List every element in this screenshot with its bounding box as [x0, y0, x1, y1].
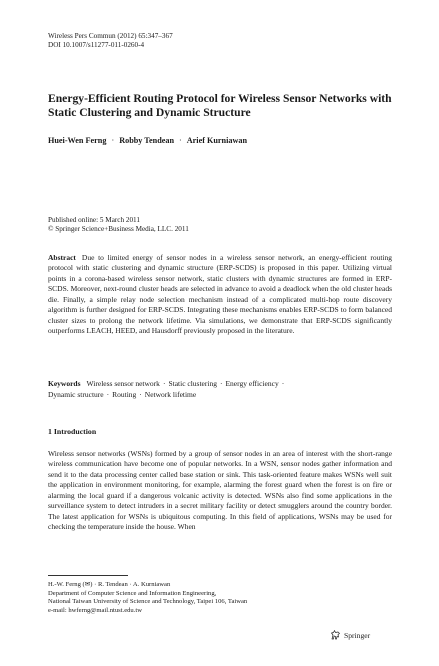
keywords-label: Keywords	[48, 379, 81, 388]
author-separator: ·	[111, 136, 115, 145]
footnote-department: Department of Computer Science and Information Engineering,	[48, 589, 217, 597]
keyword: Wireless sensor network	[86, 379, 160, 388]
keyword: Static clustering	[168, 379, 217, 388]
journal-doi: DOI 10.1007/s11277-011-0260-4	[48, 41, 145, 49]
keyword: Dynamic structure	[48, 389, 104, 399]
keyword-separator: ·	[162, 379, 166, 388]
footnote-university: National Taiwan University of Science and Technology, Taipei 106, Taiwan	[48, 598, 248, 606]
keyword: Network lifetime	[144, 389, 197, 399]
author-name: Arief Kurniawan	[186, 136, 248, 145]
introduction-text: Wireless sensor networks (WSNs) formed by a group of sensor nodes in an area of interest with the short-range wireless communication have become one of popular networks. In a WSN, sensor nodes gather information and send it to the data processing center called base station or sink. This task-oriented feature makes WSNs well suit the application in environment monitoring, for example, alarming the forest guard when the forest is on fire or alarming the local guard if a dangerous volcanic activity is detected. WSNs also find some applications in the surveillance system to detect intruders in a secret military facility or detect smugglers around the country border. The latest application for WSNs is ubiquitous computing. In this field of applications, WSNs may be used for checking the temperature inside the house. When	[48, 449, 392, 532]
publisher-name: Springer	[344, 630, 371, 640]
journal-header	[48, 32, 173, 50]
author-name: Robby Tendean	[119, 136, 175, 145]
author-affiliation-footnote	[48, 581, 247, 615]
abstract	[48, 253, 392, 337]
copyright-notice: © Springer Science+Business Media, LLC. 2011	[48, 225, 189, 233]
section-heading: 1 Introduction	[48, 427, 97, 436]
springer-horse-icon	[330, 630, 341, 640]
published-date: Published online: 5 March 2011	[48, 216, 140, 224]
footnote-email: e-mail: hwferng@mail.ntust.edu.tw	[48, 606, 142, 614]
keyword-separator: ·	[281, 379, 285, 388]
paper-title: Energy-Efficient Routing Protocol for Wireless Sensor Networks with Static Clustering and Dynamic Structure	[48, 92, 392, 119]
keyword-separator: ·	[139, 389, 142, 399]
keyword: Routing	[112, 389, 137, 399]
keyword: Energy efficiency	[225, 379, 279, 388]
keywords	[48, 379, 392, 400]
abstract-text: Due to limited energy of sensor nodes in a wireless sensor network, an energy-efficient routing protocol with static clustering and dynamic structure (ERP-SCDS) is proposed in this paper. Utilizing virtual points in a corona-based wireless sensor network, static clusters with dynamic structures are formed in ERP-SCDS. Moreover, next-round cluster heads are selected in advance to avoid a deadlock when the old cluster heads die. Finally, a simple relay node selection mechanism instead of a complicated multi-hop route discovery algorithm is further designed for ERP-SCDS. Integrating these mechanisms enables ERP-SCDS to form balanced cluster sizes to prolong the network lifetime. Via simulations, we demonstrate that ERP-SCDS significantly outperforms LEACH, HEED, and Hausdorff previously proposed in the literature.	[48, 253, 392, 336]
publisher-logo	[330, 630, 370, 640]
author-separator: ·	[179, 136, 182, 145]
author-name: Huei-Wen Ferng	[48, 136, 107, 145]
publication-info	[48, 216, 189, 234]
abstract-label: Abstract	[48, 253, 76, 262]
keyword-separator: ·	[106, 389, 110, 399]
keyword-separator: ·	[219, 379, 223, 388]
journal-citation: Wireless Pers Commun (2012) 65:347–367	[48, 32, 173, 40]
footnote-divider	[48, 575, 128, 576]
author-list	[48, 136, 247, 145]
footnote-authors: H.-W. Ferng (✉) · R. Tendean · A. Kurniawan	[48, 581, 171, 588]
